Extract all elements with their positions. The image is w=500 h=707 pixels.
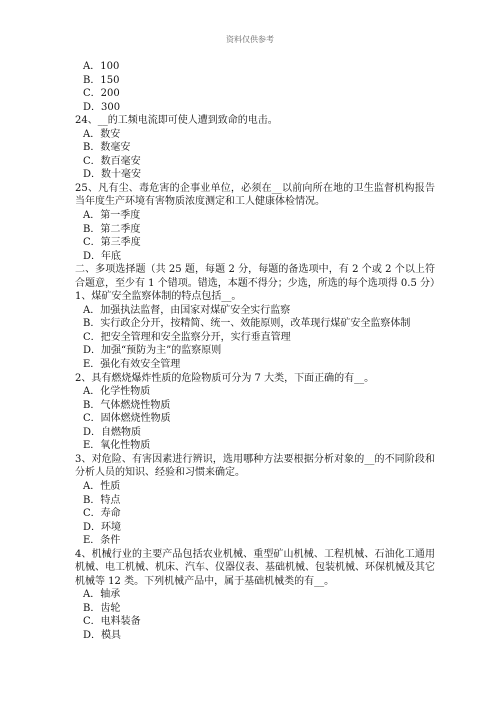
answer-option: D．300 [83,101,121,113]
answer-option: B．数毫安 [83,142,131,154]
answer-option: D．加强“预防为主”的监察原则 [83,345,222,357]
answer-option: B．气体燃烧性物质 [83,399,171,411]
answer-option: C．寿命 [83,508,121,520]
answer-option: C．第三季度 [83,237,141,249]
answer-option: C．固体燃烧性物质 [83,413,171,425]
answer-option: B．实行政企分开，按精简、统一、效能原则，改革现行煤矿安全监察体制 [83,318,411,330]
answer-option: D．自燃物质 [83,426,142,438]
answer-option: C．电料装备 [83,616,141,628]
answer-option: B．齿轮 [83,602,121,614]
question-text: 4、机械行业的主要产品包括农业机械、重型矿山机械、工程机械、石油化工通用机械、电工机械、机床、汽车、仪器仪表、基础机械、包装机械、环保机械及其它机械等 12 类。下列机械产品中，属于基础机械类的有__。 [75,548,435,587]
answer-option: B．特点 [83,494,121,506]
answer-option: E．条件 [83,535,121,547]
question-text: 2、具有燃烧爆炸性质的危险物质可分为 7 大类，下面正确的有__。 [75,372,375,384]
answer-option: A．数安 [83,128,121,140]
question-text: 二、多项选择题（共 25 题，每题 2 分，每题的备选项中，有 2 个或 2 个以上符合题意，至少有 1 个错项。错选，本题不得分；少选，所选的每个选项得 0.5 分） [75,264,440,289]
answer-option: C．数百毫安 [83,155,141,167]
question-text: 25、凡有尘、毒危害的企事业单位，必须在__以前向所在地的卫生监督机构报告当年度生产环境有害物质浓度测定和工人健康体检情况。 [75,182,435,208]
document-body [75,60,440,643]
answer-option: D．年底 [83,250,122,262]
answer-option: A．第一季度 [83,210,141,222]
answer-option: E．强化有效安全管理 [83,359,181,371]
answer-option: D．环境 [83,521,122,533]
answer-option: C．200 [83,88,120,100]
question-text: 3、对危险、有害因素进行辨识，选用哪种方法要根据分析对象的__的不同阶段和分析人员的知识、经验和习惯来确定。 [75,453,435,479]
answer-option: A．性质 [83,480,121,492]
question-text: 1、煤矿安全监察体制的特点包括__。 [75,291,242,303]
answer-option: D．模具 [83,629,122,641]
answer-option: B．150 [83,74,120,86]
answer-option: C．把安全管理和安全监察分开，实行垂直管理 [83,331,291,343]
answer-option: A．化学性物质 [83,386,151,398]
answer-option: E．氧化性物质 [83,440,151,452]
page-header: 资料仅供参考 [226,35,274,44]
answer-option: A．轴承 [83,589,121,601]
answer-option: A．100 [83,61,120,72]
answer-option: B．第二季度 [83,223,141,235]
answer-option: D．数十毫安 [83,169,142,181]
question-text: 24、__的工频电流即可使人遭到致命的电击。 [75,115,278,127]
answer-option: A．加强执法监督，由国家对煤矿安全实行监察 [83,304,291,316]
